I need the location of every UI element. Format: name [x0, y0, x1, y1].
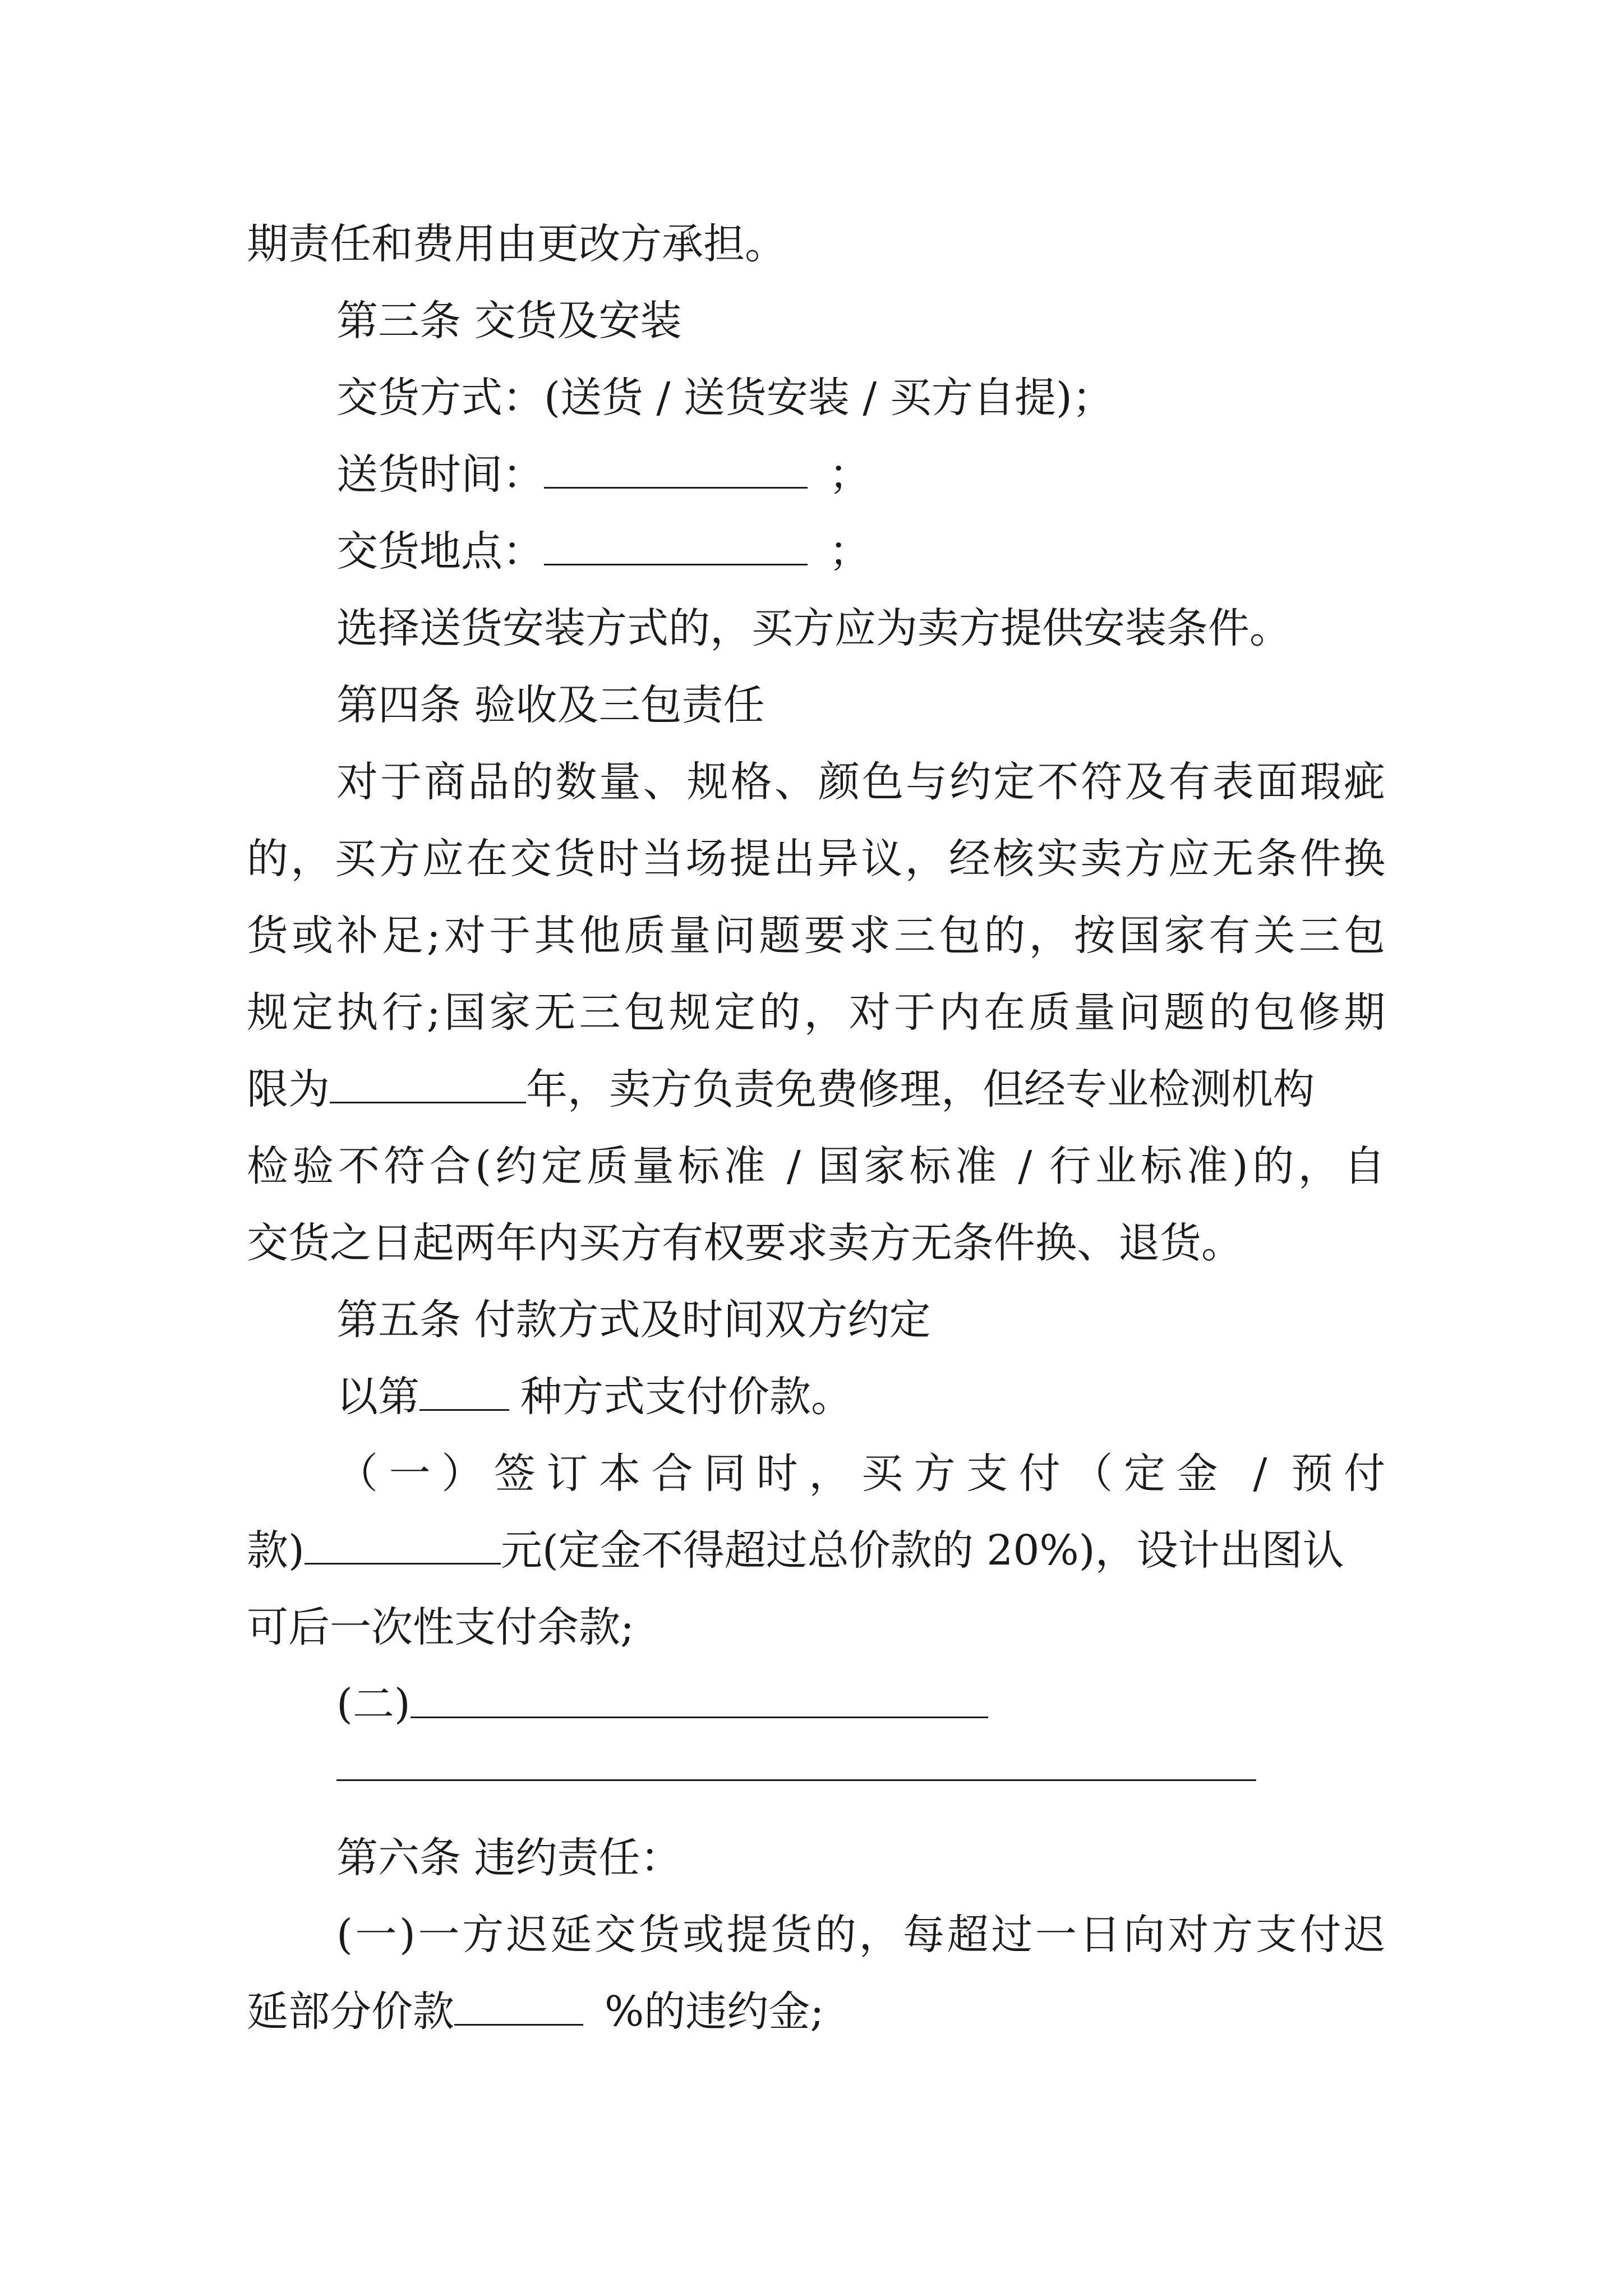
article-6-heading: 第六条 违约责任： — [336, 1834, 682, 1882]
payment-method-suffix: 种方式支付价款。 — [520, 1373, 852, 1421]
penalty-rate-blank[interactable] — [454, 1987, 583, 2026]
paragraph-line: 交货之日起两年内买方有权要求卖方无条件换、退货。 — [247, 1219, 1243, 1267]
delivery-time-blank[interactable] — [544, 450, 808, 489]
delivery-time-end: ； — [829, 450, 870, 499]
penalty-rate-suffix: %的违约金; — [605, 1987, 824, 2036]
warranty-years-blank[interactable] — [330, 1065, 526, 1103]
paragraph-line: (一)一方迟延交货或提货的，每超过一日向对方支付迟 — [336, 1911, 1385, 1959]
paragraph-line: 选择送货安装方式的，买方应为卖方提供安装条件。 — [336, 604, 1291, 652]
payment-method-number-blank[interactable] — [419, 1372, 509, 1411]
penalty-rate-prefix: 延部分价款 — [247, 1987, 454, 2036]
paragraph-line: 可后一次性支付余款; — [247, 1603, 634, 1651]
paragraph-line: 货或补足;对于其他质量问题要求三包的，按国家有关三包 — [247, 912, 1385, 960]
delivery-time-label: 送货时间： — [336, 450, 544, 499]
article-5-heading: 第五条 付款方式及时间双方约定 — [336, 1296, 931, 1344]
warranty-period-prefix: 限为 — [247, 1065, 330, 1114]
warranty-period-line — [247, 1061, 1315, 1117]
payment-method-prefix: 以第 — [336, 1373, 419, 1421]
paragraph-line: （一）签订本合同时，买方支付（定金 / 预付 — [336, 1450, 1385, 1498]
paragraph-line: 对于商品的数量、规格、颜色与约定不符及有表面瑕疵 — [336, 758, 1385, 806]
deposit-amount-blank[interactable] — [305, 1526, 501, 1565]
delivery-place-end: ； — [829, 527, 870, 576]
paragraph-line: 的，买方应在交货时当场提出异议，经核实卖方应无条件换 — [247, 835, 1385, 883]
deposit-amount-suffix: 元(定金不得超过总价款的 20%)，设计出图认 — [500, 1526, 1344, 1575]
delivery-place-line — [336, 523, 870, 579]
penalty-rate-line — [247, 1984, 824, 2040]
delivery-time-line — [336, 447, 870, 503]
article-3-heading: 第三条 交货及安装 — [336, 297, 682, 345]
warranty-period-suffix: 年，卖方负责免费修理，但经专业检测机构 — [526, 1065, 1315, 1114]
paragraph-line: 规定执行;国家无三包规定的，对于内在质量问题的包修期 — [247, 988, 1385, 1037]
payment-option-2-blank-continued[interactable] — [336, 1779, 1256, 1781]
payment-option-2-line — [336, 1676, 988, 1732]
deposit-amount-prefix: 款) — [247, 1526, 305, 1575]
payment-option-2-blank[interactable] — [411, 1680, 988, 1718]
deposit-amount-line — [247, 1522, 1344, 1579]
article-4-heading: 第四条 验收及三包责任 — [336, 681, 765, 729]
delivery-place-label: 交货地点： — [336, 527, 544, 576]
payment-method-line — [336, 1369, 852, 1425]
delivery-place-blank[interactable] — [544, 527, 808, 565]
paragraph-line: 检验不符合(约定质量标准 / 国家标准 / 行业标准)的，自 — [247, 1142, 1385, 1190]
payment-option-2-label: (二) — [336, 1680, 411, 1728]
delivery-method-line: 交货方式：(送货 / 送货安装 / 买方自提)； — [336, 374, 1114, 422]
paragraph-line: 期责任和费用由更改方承担。 — [247, 220, 786, 268]
